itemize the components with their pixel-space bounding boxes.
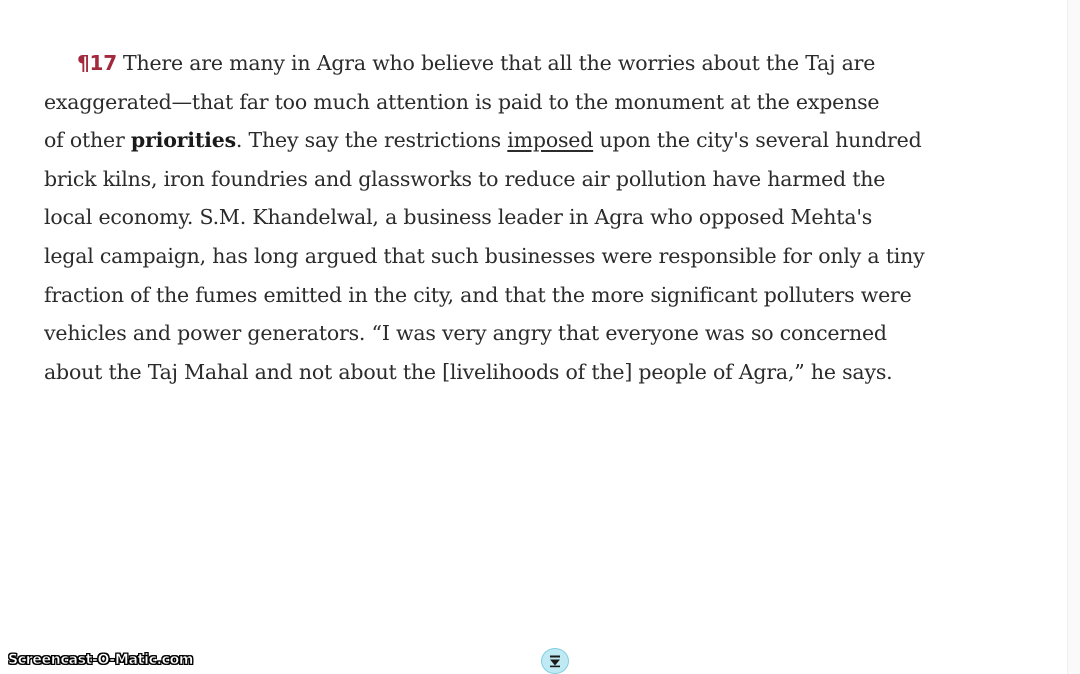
screencast-watermark[interactable]: Screencast-O-Matic.com (8, 652, 194, 668)
collapse-controls-button[interactable] (541, 648, 569, 674)
passage-line-4 (44, 160, 1004, 199)
line-text: about the Taj Mahal and not about the [livelihoods of the] people of Agra,” he says. (44, 359, 893, 384)
bold-vocabulary-word: priorities (130, 128, 236, 153)
line-text: of other (44, 128, 131, 153)
reading-passage (44, 44, 1004, 391)
passage-line-7 (44, 276, 1004, 315)
passage-line-6 (44, 237, 1004, 276)
passage-line-8 (44, 314, 1004, 353)
vertical-scrollbar[interactable] (1067, 0, 1080, 674)
line-text: exaggerated—that far too much attention is paid to the monument at the expense (44, 89, 880, 114)
passage-line-2 (44, 83, 1004, 122)
passage-line-1 (44, 44, 1004, 83)
passage-line-9 (44, 353, 1004, 392)
line-text: There are many in Agra who believe that all the worries about the Taj are (122, 51, 876, 75)
chevron-down-bar-icon (547, 653, 563, 669)
line-text: vehicles and power generators. “I was very angry that everyone was so concerned (44, 321, 887, 346)
line-text: upon the city's several hundred (593, 128, 922, 153)
paragraph-number: ¶17 (77, 51, 117, 75)
line-text: legal campaign, has long argued that such businesses were responsible for only a tiny (44, 243, 925, 268)
underlined-vocabulary-word: imposed (507, 128, 594, 153)
line-text: local economy. S.M. Khandelwal, a business leader in Agra who opposed Mehta's (44, 205, 873, 230)
line-text: brick kilns, iron foundries and glassworks to reduce air pollution have harmed the (44, 166, 886, 191)
line-text: . They say the restrictions (235, 128, 508, 153)
line-text: fraction of the fumes emitted in the city, and that the more significant polluters were (44, 282, 912, 307)
passage-line-5 (44, 198, 1004, 237)
passage-line-3 (44, 121, 1004, 160)
